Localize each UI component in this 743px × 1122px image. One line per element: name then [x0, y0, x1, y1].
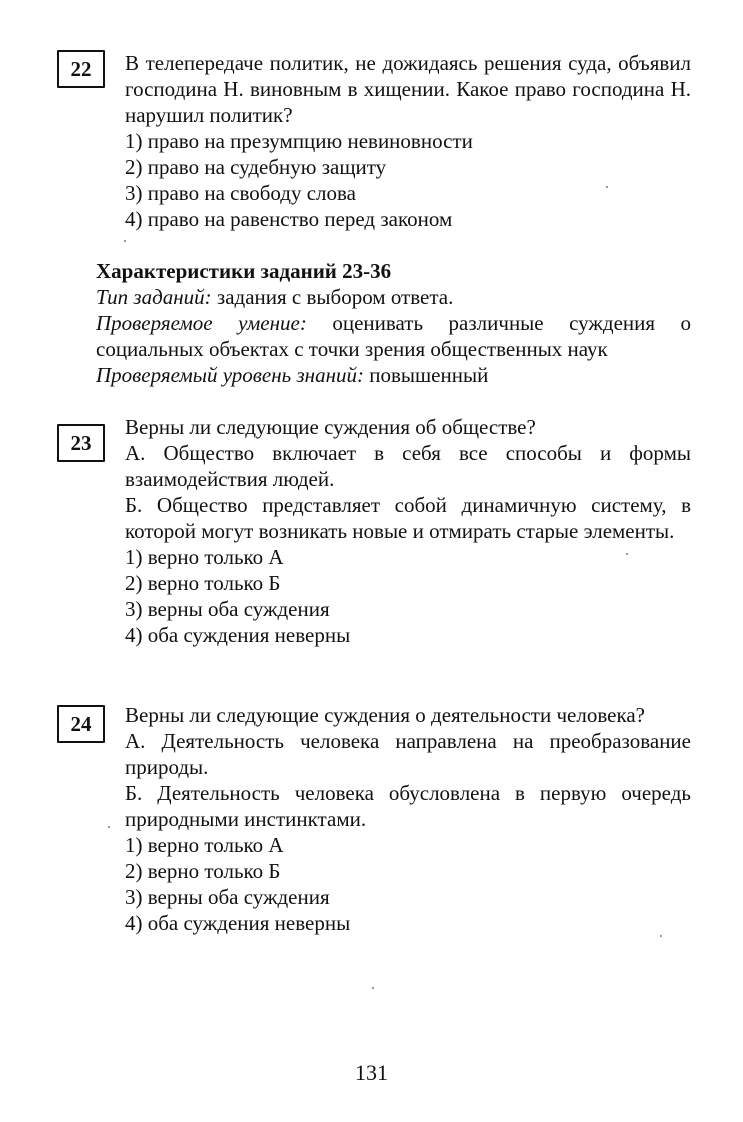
question-number: 24	[70, 711, 92, 736]
question-number-box	[57, 705, 105, 743]
level-value: повышенный	[369, 363, 489, 387]
type-value: задания с выбором ответа.	[216, 285, 454, 309]
question-text: В телепередаче политик, не дожидаясь решения суда, объявил господина Н. виновным в хищении. Какое право господина Н. нарушил политик?	[125, 51, 691, 127]
question-number-box	[57, 50, 105, 88]
scan-speck	[626, 553, 628, 555]
type-label: Тип заданий:	[96, 285, 212, 309]
question-24-body	[125, 702, 691, 936]
answer-option: 4) оба суждения неверны	[125, 623, 351, 647]
statement-a: А. Общество включает в себя все способы и формы взаимодействия людей.	[125, 441, 691, 491]
task-characteristics	[96, 258, 691, 388]
scan-speck	[108, 826, 110, 828]
answer-option: 3) верны оба суждения	[125, 597, 330, 621]
skill-label: Проверяемое умение:	[96, 311, 307, 335]
question-23-body	[125, 414, 691, 648]
answer-option: 1) право на презумпцию невиновности	[125, 129, 473, 153]
scan-speck	[124, 240, 126, 242]
answer-option: 2) верно только Б	[125, 859, 281, 883]
statement-b: Б. Деятельность человека обусловлена в первую очередь природными инстинктами.	[125, 781, 691, 831]
skill-value: оценивать различные суждения о социальных объектах с точки зрения общественных наук	[96, 311, 692, 361]
answer-option: 1) верно только А	[125, 545, 284, 569]
answer-option: 3) право на свободу слова	[125, 181, 356, 205]
answer-option: 4) оба суждения неверны	[125, 911, 351, 935]
question-number-box	[57, 424, 105, 462]
statement-b: Б. Общество представляет собой динамичную систему, в которой могут возникать новые и отмирать старые элементы.	[125, 493, 691, 543]
question-number: 23	[70, 430, 92, 455]
question-text: Верны ли следующие суждения об обществе?	[125, 415, 536, 439]
scan-speck	[606, 186, 608, 188]
answer-option: 1) верно только А	[125, 833, 284, 857]
statement-a: А. Деятельность человека направлена на преобразование природы.	[125, 729, 691, 779]
scan-speck	[372, 987, 374, 989]
section-heading: Характеристики заданий 23-36	[96, 259, 392, 283]
question-number: 22	[70, 56, 92, 81]
level-label: Проверяемый уровень знаний:	[96, 363, 364, 387]
question-text: Верны ли следующие суждения о деятельности человека?	[125, 703, 645, 727]
scan-speck	[660, 935, 662, 937]
answer-option: 4) право на равенство перед законом	[125, 207, 453, 231]
question-22-body	[125, 50, 691, 232]
answer-option: 2) право на судебную защиту	[125, 155, 387, 179]
answer-option: 3) верны оба суждения	[125, 885, 330, 909]
answer-option: 2) верно только Б	[125, 571, 281, 595]
page-number: 131	[355, 1060, 388, 1085]
